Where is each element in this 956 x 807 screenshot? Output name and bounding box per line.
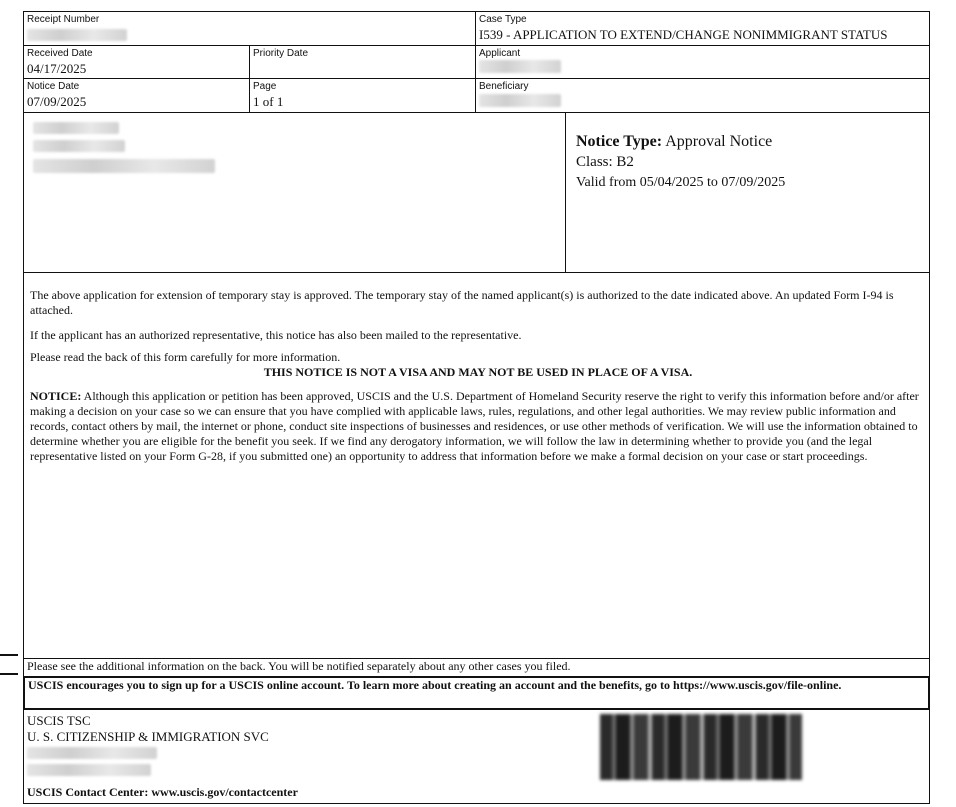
notice-date-value: 07/09/2025 xyxy=(27,94,87,109)
notice-paragraph-label: NOTICE: xyxy=(30,389,82,403)
notice-paragraph-text: Although this application or petition has been approved, USCIS and the U.S. Department of Homeland Security reserve the right to verify this information before and/or after making a decision on your case so we can ensure that you have complied with applicable laws, rules, regulations, and other legal authorities. We may review public information and records, contact others by mail, the internet or phone, conduct site inspections of businesses and residences, or use other methods of verification. We will use the information obtained to determine whether you are eligible for the benefit you seek. If we find any derogatory information, we will follow the law in determining whether to provide you (and the legal representative listed on your Form G-28, if you submitted one) an opportunity to address that information before we make a formal decision on your case or start proceedings. xyxy=(30,389,919,463)
received-date-value: 04/17/2025 xyxy=(27,61,87,76)
office-address-redacted-1 xyxy=(27,747,157,759)
notice-type-label: Notice Type: xyxy=(576,133,663,150)
visa-warning: THIS NOTICE IS NOT A VISA AND MAY NOT BE USED IN PLACE OF A VISA. xyxy=(263,365,693,379)
applicant-redacted xyxy=(479,60,561,73)
address-line-1-redacted xyxy=(33,122,119,134)
header-row-divider-2 xyxy=(23,78,930,79)
address-line-3-redacted xyxy=(33,159,215,173)
case-type-label: Case Type xyxy=(479,14,527,25)
priority-date-label: Priority Date xyxy=(253,48,309,59)
notice-class: Class: B2 xyxy=(576,154,634,170)
page-value: 1 of 1 xyxy=(253,94,284,109)
beneficiary-label: Beneficiary xyxy=(479,81,529,92)
notice-type-line xyxy=(576,133,772,151)
received-date-label: Received Date xyxy=(27,48,93,59)
receipt-number-label: Receipt Number xyxy=(27,14,100,25)
applicant-label: Applicant xyxy=(479,48,521,59)
office-address-redacted-2 xyxy=(27,764,151,776)
beneficiary-redacted xyxy=(479,94,561,107)
online-account-notice: USCIS encourages you to sign up for a USCIS online account. To learn more about creating an account and the benefits, go to https://www.uscis.gov/file-online. xyxy=(28,678,842,692)
address-line-2-redacted xyxy=(33,140,125,152)
page-label: Page xyxy=(253,81,277,92)
barcode-image xyxy=(600,714,802,780)
receipt-number-redacted xyxy=(27,29,127,41)
read-back-paragraph: Please read the back of this form carefully for more information. xyxy=(30,350,341,364)
representative-paragraph: If the applicant has an authorized representative, this notice has also been mailed to the representative. xyxy=(30,328,522,342)
address-notice-divider xyxy=(565,113,566,272)
approval-paragraph: The above application for extension of temporary stay is approved. The temporary stay of the named applicant(s) is authorized to the date indicated above. An updated Form I-94 is attached. xyxy=(30,288,894,317)
header-row-divider-1 xyxy=(23,45,930,46)
notice-paragraph xyxy=(30,389,926,464)
contact-center: USCIS Contact Center: www.uscis.gov/contactcenter xyxy=(27,785,298,799)
notice-date-label: Notice Date xyxy=(27,81,80,92)
margin-mark-1 xyxy=(0,654,18,656)
header-col-divider-priority xyxy=(249,45,250,113)
office-line-1: USCIS TSC xyxy=(27,713,91,728)
office-line-2: U. S. CITIZENSHIP & IMMIGRATION SVC xyxy=(27,729,269,744)
case-type-value: I539 - APPLICATION TO EXTEND/CHANGE NONIMMIGRANT STATUS xyxy=(479,27,888,42)
notice-valid-dates: Valid from 05/04/2025 to 07/09/2025 xyxy=(576,175,786,190)
header-col-divider-case xyxy=(475,11,476,113)
additional-info: Please see the additional information on the back. You will be notified separately about any other cases you filed. xyxy=(27,659,571,673)
margin-mark-2 xyxy=(0,673,18,675)
notice-type-value: Approval Notice xyxy=(665,133,773,150)
address-section-bottom xyxy=(23,272,930,273)
